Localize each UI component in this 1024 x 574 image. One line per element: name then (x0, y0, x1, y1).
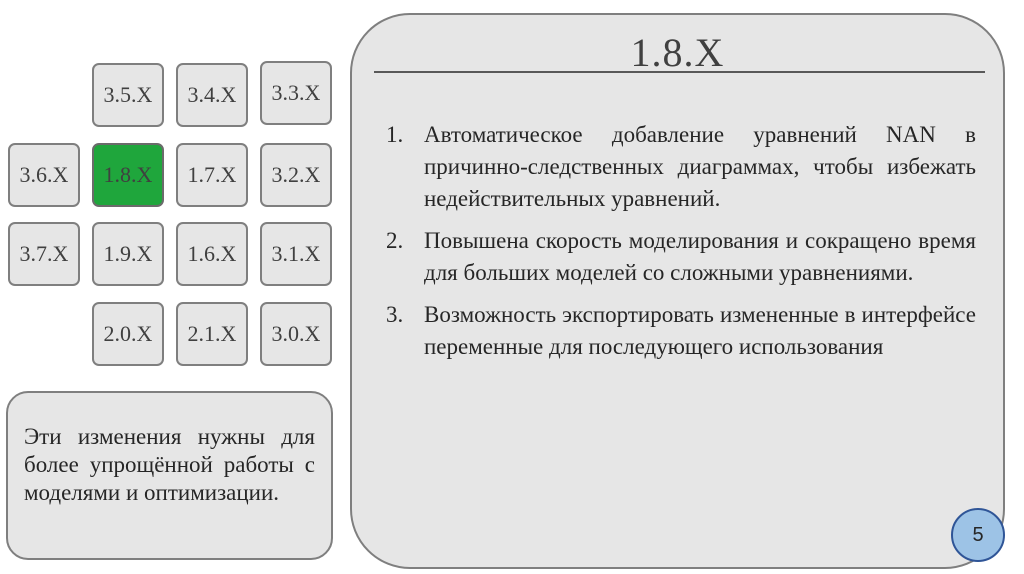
version-tile-3-3[interactable]: 3.3.X (260, 61, 332, 125)
version-tile-3-1[interactable]: 3.1.X (260, 222, 332, 286)
version-tile-3-4[interactable]: 3.4.X (176, 63, 248, 127)
list-item-text: Повышена скорость моделирования и сокращено время для больших моделей со сложными уравнениями. (424, 228, 976, 285)
list-item (386, 225, 976, 289)
list-item-text: Автоматическое добавление уравнений NAN в причинно-следственных диаграммах, чтобы избежать недействительных уравнений. (424, 122, 976, 211)
list-item (386, 119, 976, 215)
version-tile-3-2[interactable]: 3.2.X (260, 143, 332, 207)
version-tile-3-0[interactable]: 3.0.X (260, 302, 332, 366)
note-text: Эти изменения нужны для более упрощённой работы с моделями и оптимизации. (24, 424, 315, 505)
version-tile-3-7[interactable]: 3.7.X (8, 222, 80, 286)
version-tile-3-6[interactable]: 3.6.X (8, 143, 80, 207)
list-item (386, 299, 976, 363)
list-item-number: 3. (386, 302, 404, 327)
list-item-number: 2. (386, 228, 404, 253)
change-list (386, 119, 976, 373)
title-divider (374, 71, 985, 73)
version-tile-1-6[interactable]: 1.6.X (176, 222, 248, 286)
main-panel (350, 13, 1005, 569)
version-tile-1-8-active[interactable]: 1.8.X (92, 143, 164, 207)
version-tile-2-1[interactable]: 2.1.X (176, 302, 248, 366)
list-item-text: Возможность экспортировать измененные в интерфейсе переменные для последующего использования (424, 302, 976, 359)
version-tile-1-9[interactable]: 1.9.X (92, 222, 164, 286)
version-tile-2-0[interactable]: 2.0.X (92, 302, 164, 366)
page-number-badge: 5 (951, 508, 1005, 562)
version-tile-3-5[interactable]: 3.5.X (92, 63, 164, 127)
list-item-number: 1. (386, 122, 404, 147)
note-box (6, 391, 333, 560)
main-title: 1.8.X (630, 30, 725, 75)
version-tile-1-7[interactable]: 1.7.X (176, 143, 248, 207)
